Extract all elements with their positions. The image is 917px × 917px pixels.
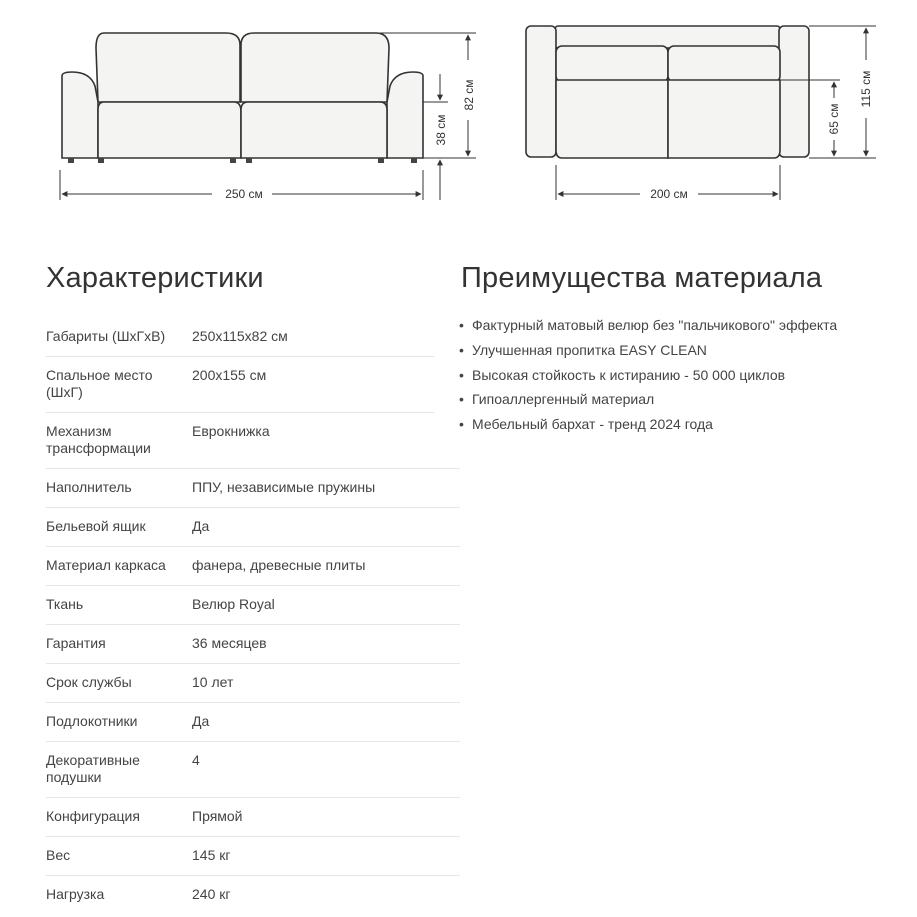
spec-row [46,664,460,703]
spec-row [46,547,460,586]
spec-row [46,742,460,798]
specs-title: Характеристики [46,262,264,294]
spec-value: 4 [192,752,200,768]
spec-value: 145 кг [192,847,231,863]
spec-row [46,798,460,837]
spec-row [46,413,460,469]
top-depth-label: 115 см [859,70,873,108]
spec-value: Прямой [192,808,243,824]
benefit-item [459,416,837,433]
benefits-list [459,317,837,441]
spec-value: Да [192,518,210,534]
spec-label: Механизм трансформации [46,423,151,456]
spec-row [46,318,434,357]
front-height-label: 82 см [462,79,476,111]
benefit-item [459,317,837,334]
bullet-icon: • [459,341,464,358]
bullet-icon: • [459,317,464,333]
spec-row [46,625,460,664]
dimension-diagram [0,0,917,230]
seat-depth-label: 65 см [827,103,841,135]
spec-label: Наполнитель [46,479,132,495]
spec-label: Гарантия [46,635,106,651]
benefit-text: Фактурный матовый велюр без "пальчикового" эффекта [472,317,838,333]
bullet-icon: • [459,416,464,433]
spec-value: 36 месяцев [192,635,267,651]
benefit-text: Высокая стойкость к истиранию - 50 000 циклов [472,366,786,383]
spec-label: Габариты (ШхГхВ) [46,328,166,344]
spec-value: 250х115х82 см [192,328,288,344]
spec-value: Да [192,713,210,729]
spec-row [46,703,460,742]
benefit-text: Улучшенная пропитка EASY CLEAN [472,341,707,358]
spec-label: Спальное место (ШхГ) [46,367,153,400]
benefit-text: Мебельный бархат - тренд 2024 года [472,416,713,433]
spec-value: фанера, древесные плиты [192,557,366,573]
spec-label: Нагрузка [46,886,105,902]
bullet-icon: • [459,391,464,408]
seat-height-label: 38 см [434,114,448,146]
spec-value: Велюр Royal [192,596,275,612]
sofa-top-view [526,26,809,158]
spec-label: Материал каркаса [46,557,166,573]
spec-label: Ткань [46,596,84,612]
spec-row [46,837,460,876]
spec-label: Вес [46,847,71,863]
spec-label: Срок службы [46,674,132,690]
spec-label: Декоративные подушки [46,752,140,785]
benefits-title: Преимущества материала [461,262,823,294]
benefit-item [459,367,837,384]
spec-row [46,508,460,547]
spec-value: ППУ, независимые пружины [192,479,376,495]
benefit-item [459,342,837,359]
benefit-text: Гипоаллергенный материал [472,391,655,408]
spec-label: Подлокотники [46,713,138,729]
spec-row [46,469,460,508]
spec-row [46,876,460,914]
front-width-dimension [60,170,423,201]
front-width-label: 250 см [225,187,263,201]
specs-table [46,318,460,914]
spec-value: 240 кг [192,886,231,902]
spec-value: 10 лет [192,674,234,690]
benefit-item [459,391,837,408]
bullet-icon: • [459,366,464,383]
sofa-front-view [62,33,423,163]
spec-label: Конфигурация [46,808,140,824]
top-width-dimension [556,165,780,201]
top-width-label: 200 см [650,187,688,201]
spec-row [46,586,460,625]
spec-row [46,357,434,413]
spec-value: 200х155 см [192,367,267,383]
spec-value: Еврокнижка [192,423,270,439]
spec-label: Бельевой ящик [46,518,146,534]
